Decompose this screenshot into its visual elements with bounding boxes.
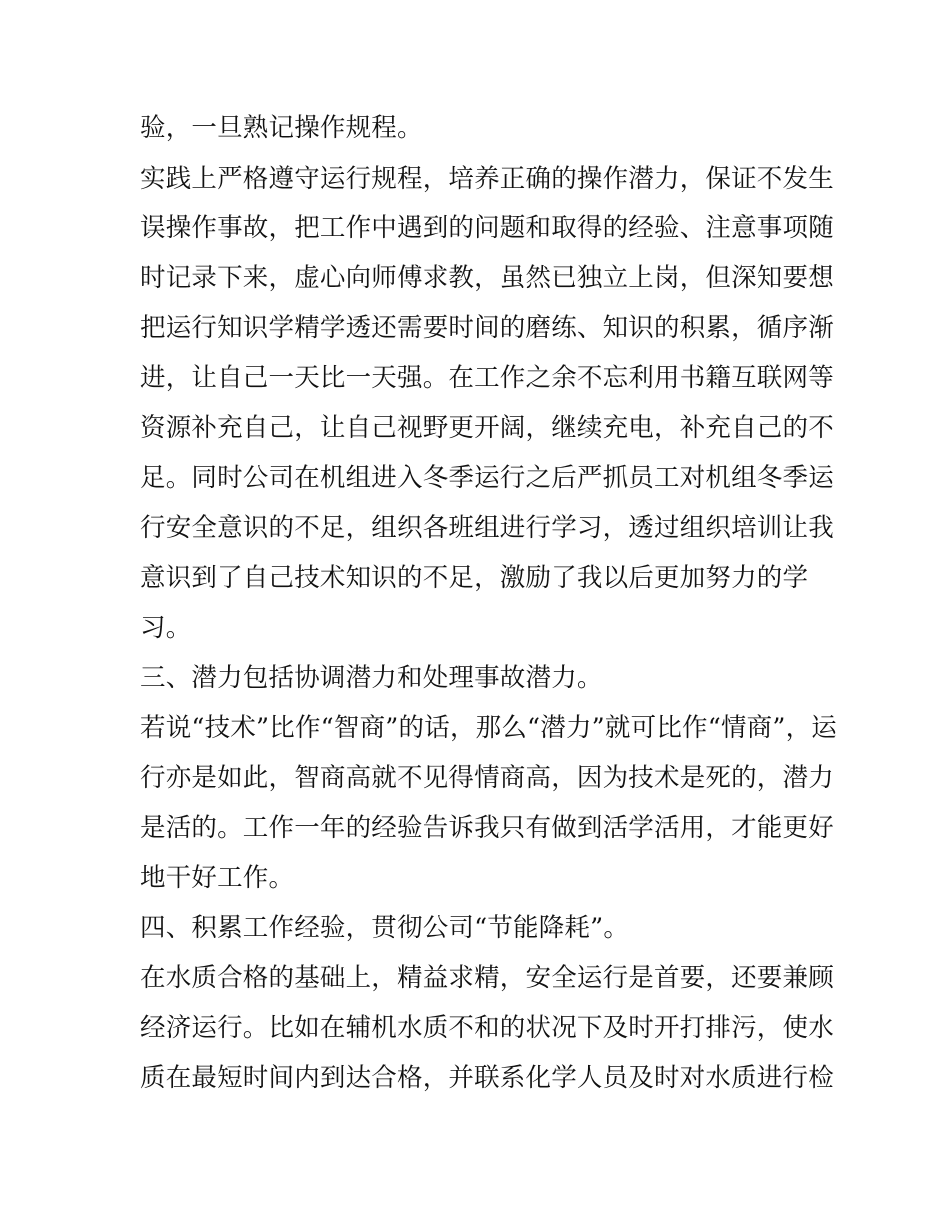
- text-line: 进，让自己一天比一天强。在工作之余不忘利用书籍互联网等: [140, 363, 834, 393]
- text-line: 行安全意识的不足，组织各班组进行学习，透过组织培训让我: [140, 513, 834, 543]
- text-line: 意识到了自己技术知识的不足，激励了我以后更加努力的学: [140, 563, 809, 593]
- text-line: 验，一旦熟记操作规程。: [140, 113, 423, 143]
- section-heading: 四、积累工作经验，贯彻公司“节能降耗”。: [140, 913, 630, 943]
- text-line: 实践上严格遵守运行规程，培养正确的操作潜力，保证不发生: [140, 164, 834, 194]
- text-line: 把运行知识学精学透还需要时间的磨练、知识的积累，循序渐: [140, 313, 834, 343]
- text-line: 行亦是如此，智商高就不见得情商高，因为技术是死的，潜力: [140, 763, 834, 793]
- text-line: 时记录下来，虚心向师傅求教，虽然已独立上岗，但深知要想: [140, 263, 834, 293]
- section-heading: 三、潜力包括协调潜力和处理事故潜力。: [140, 663, 603, 693]
- text-line: 地干好工作。: [140, 863, 295, 893]
- text-line: 经济运行。比如在辅机水质不和的状况下及时开打排污，使水: [140, 1013, 834, 1043]
- text-line: 足。同时公司在机组进入冬季运行之后严抓员工对机组冬季运: [140, 463, 834, 493]
- text-line: 资源补充自己，让自己视野更开阔，继续充电，补充自己的不: [140, 413, 834, 443]
- text-line: 在水质合格的基础上，精益求精，安全运行是首要，还要兼顾: [140, 963, 834, 993]
- text-line: 若说“技术”比作“智商”的话，那么“潜力”就可比作“情商”，运: [140, 713, 837, 743]
- text-line: 质在最短时间内到达合格，并联系化学人员及时对水质进行检: [140, 1063, 834, 1093]
- text-line: 误操作事故，把工作中遇到的问题和取得的经验、注意事项随: [140, 213, 834, 243]
- text-line: 是活的。工作一年的经验告诉我只有做到活学活用，才能更好: [140, 813, 834, 843]
- text-line: 习。: [140, 613, 192, 643]
